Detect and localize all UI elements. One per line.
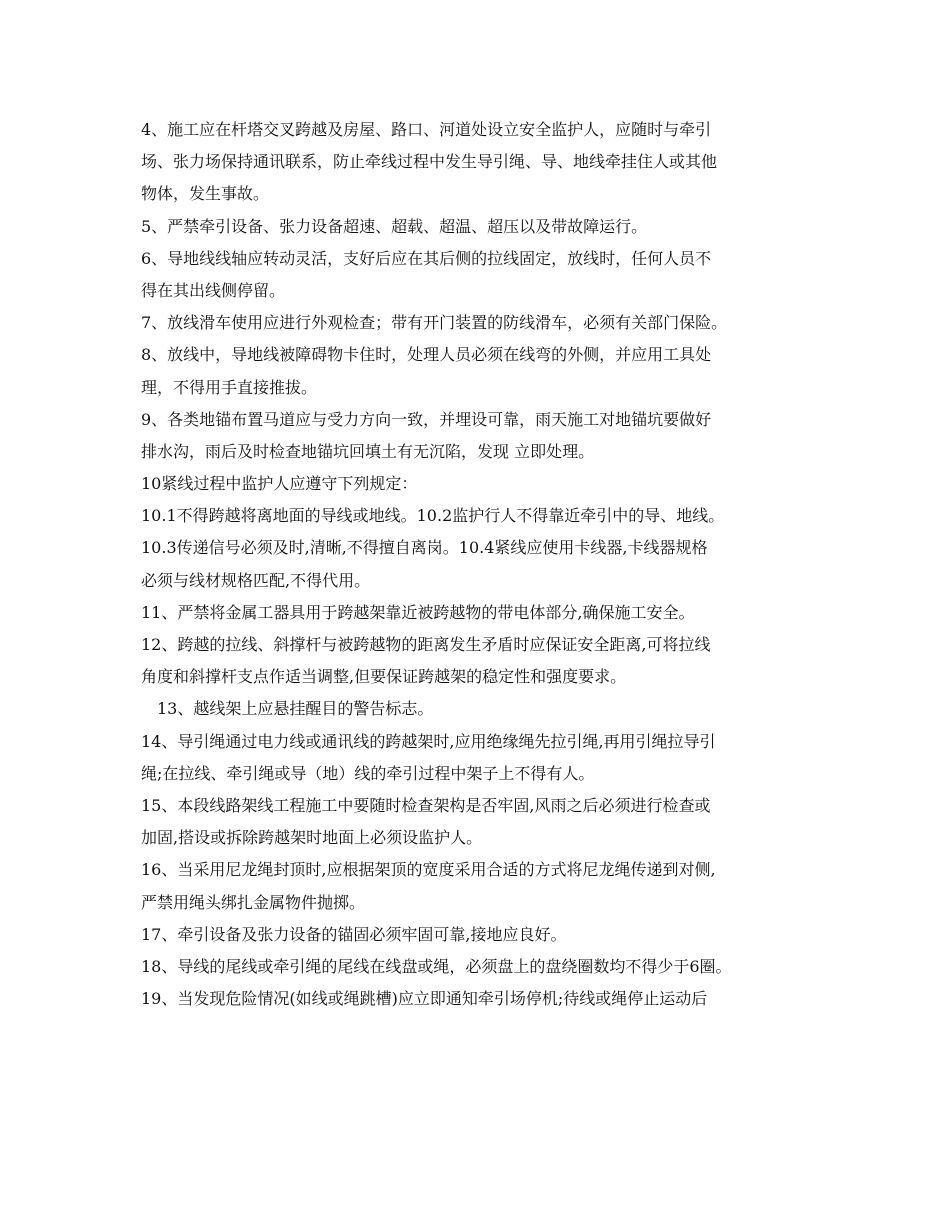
text-line: 严禁用绳头绑扎金属物件抛掷。 [141, 892, 366, 912]
text-line: 9、各类地锚布置马道应与受力方向一致，并埋设可靠，雨天施工对地锚坑要做好 [141, 409, 712, 429]
text-line: 16、当采用尼龙绳封顶时,应根据架顶的宽度采用合适的方式将尼龙绳传递到对侧, [141, 860, 716, 880]
text-line: 7、放线滑车使用应进行外观检查；带有开门装置的防线滑车，必须有关部门保险。 [141, 313, 728, 333]
text-line: 13、越线架上应悬挂醒目的警告标志。 [157, 699, 434, 719]
text-line: 得在其出线侧停留。 [141, 280, 286, 300]
text-line: 绳;在拉线、牵引绳或导（地）线的牵引过程中架子上不得有人。 [141, 763, 595, 783]
text-line: 15、本段线路架线工程施工中要随时检查架构是否牢固,风雨之后必须进行检查或 [141, 795, 711, 815]
document-body [141, 114, 813, 1015]
text-line: 理，不得用手直接推拔。 [141, 377, 318, 397]
text-line: 17、牵引设备及张力设备的锚固必须牢固可靠,接地应良好。 [141, 924, 567, 944]
text-line: 角度和斜撑杆支点作适当调整,但要保证跨越架的稳定性和强度要求。 [141, 667, 627, 687]
text-line: 19、当发现危险情况(如线或绳跳槽)应立即通知牵引场停机;待线或绳停止运动后 [141, 989, 708, 1009]
text-line: 12、跨越的拉线、斜撑杆与被跨越物的距离发生矛盾时应保证安全距离,可将拉线 [141, 635, 711, 654]
text-line: 排水沟，雨后及时检查地锚坑回填土有无沉陷，发现 立即处理。 [141, 441, 595, 461]
text-line: 6、导地线线轴应转动灵活，支好后应在其后侧的拉线固定，放线时，任何人员不 [141, 248, 712, 268]
text-line: 场、张力场保持通讯联系，防止牵线过程中发生导引绳、导、地线牵挂住人或其他 [141, 152, 718, 172]
text-line: 加固,搭设或拆除跨越架时地面上必须设监护人。 [141, 828, 483, 848]
text-line: 10.1不得跨越将离地面的导线或地线。10.2监护行人不得靠近牵引中的导、地线。 [141, 506, 725, 526]
text-line: 8、放线中，导地线被障碍物卡住时，处理人员必须在线弯的外侧，并应用工具处 [141, 345, 712, 365]
text-line: 18、导线的尾线或牵引绳的尾线在线盘或绳，必须盘上的盘绕圈数均不得少于6圈。 [141, 956, 732, 976]
text-line: 11、严禁将金属工器具用于跨越架靠近被跨越物的带电体部分,确保施工安全。 [141, 602, 695, 622]
text-line: 10紧线过程中监护人应遵守下列规定： [141, 474, 418, 494]
text-line: 必须与线材规格匹配,不得代用。 [141, 570, 371, 590]
text-line: 10.3传递信号必须及时,清晰,不得擅自离岗。10.4紧线应使用卡线器,卡线器规格 [141, 538, 708, 558]
text-line: 14、导引绳通过电力线或通讯线的跨越架时,应用绝缘绳先拉引绳,再用引绳拉导引 [141, 731, 716, 751]
text-line: 4、施工应在杆塔交叉跨越及房屋、路口、河道处设立安全监护人，应随时与牵引 [141, 120, 712, 139]
text-line: 5、严禁牵引设备、张力设备超速、超载、超温、超压以及带故障运行。 [141, 216, 648, 236]
text-line: 物体，发生事故。 [141, 184, 270, 204]
